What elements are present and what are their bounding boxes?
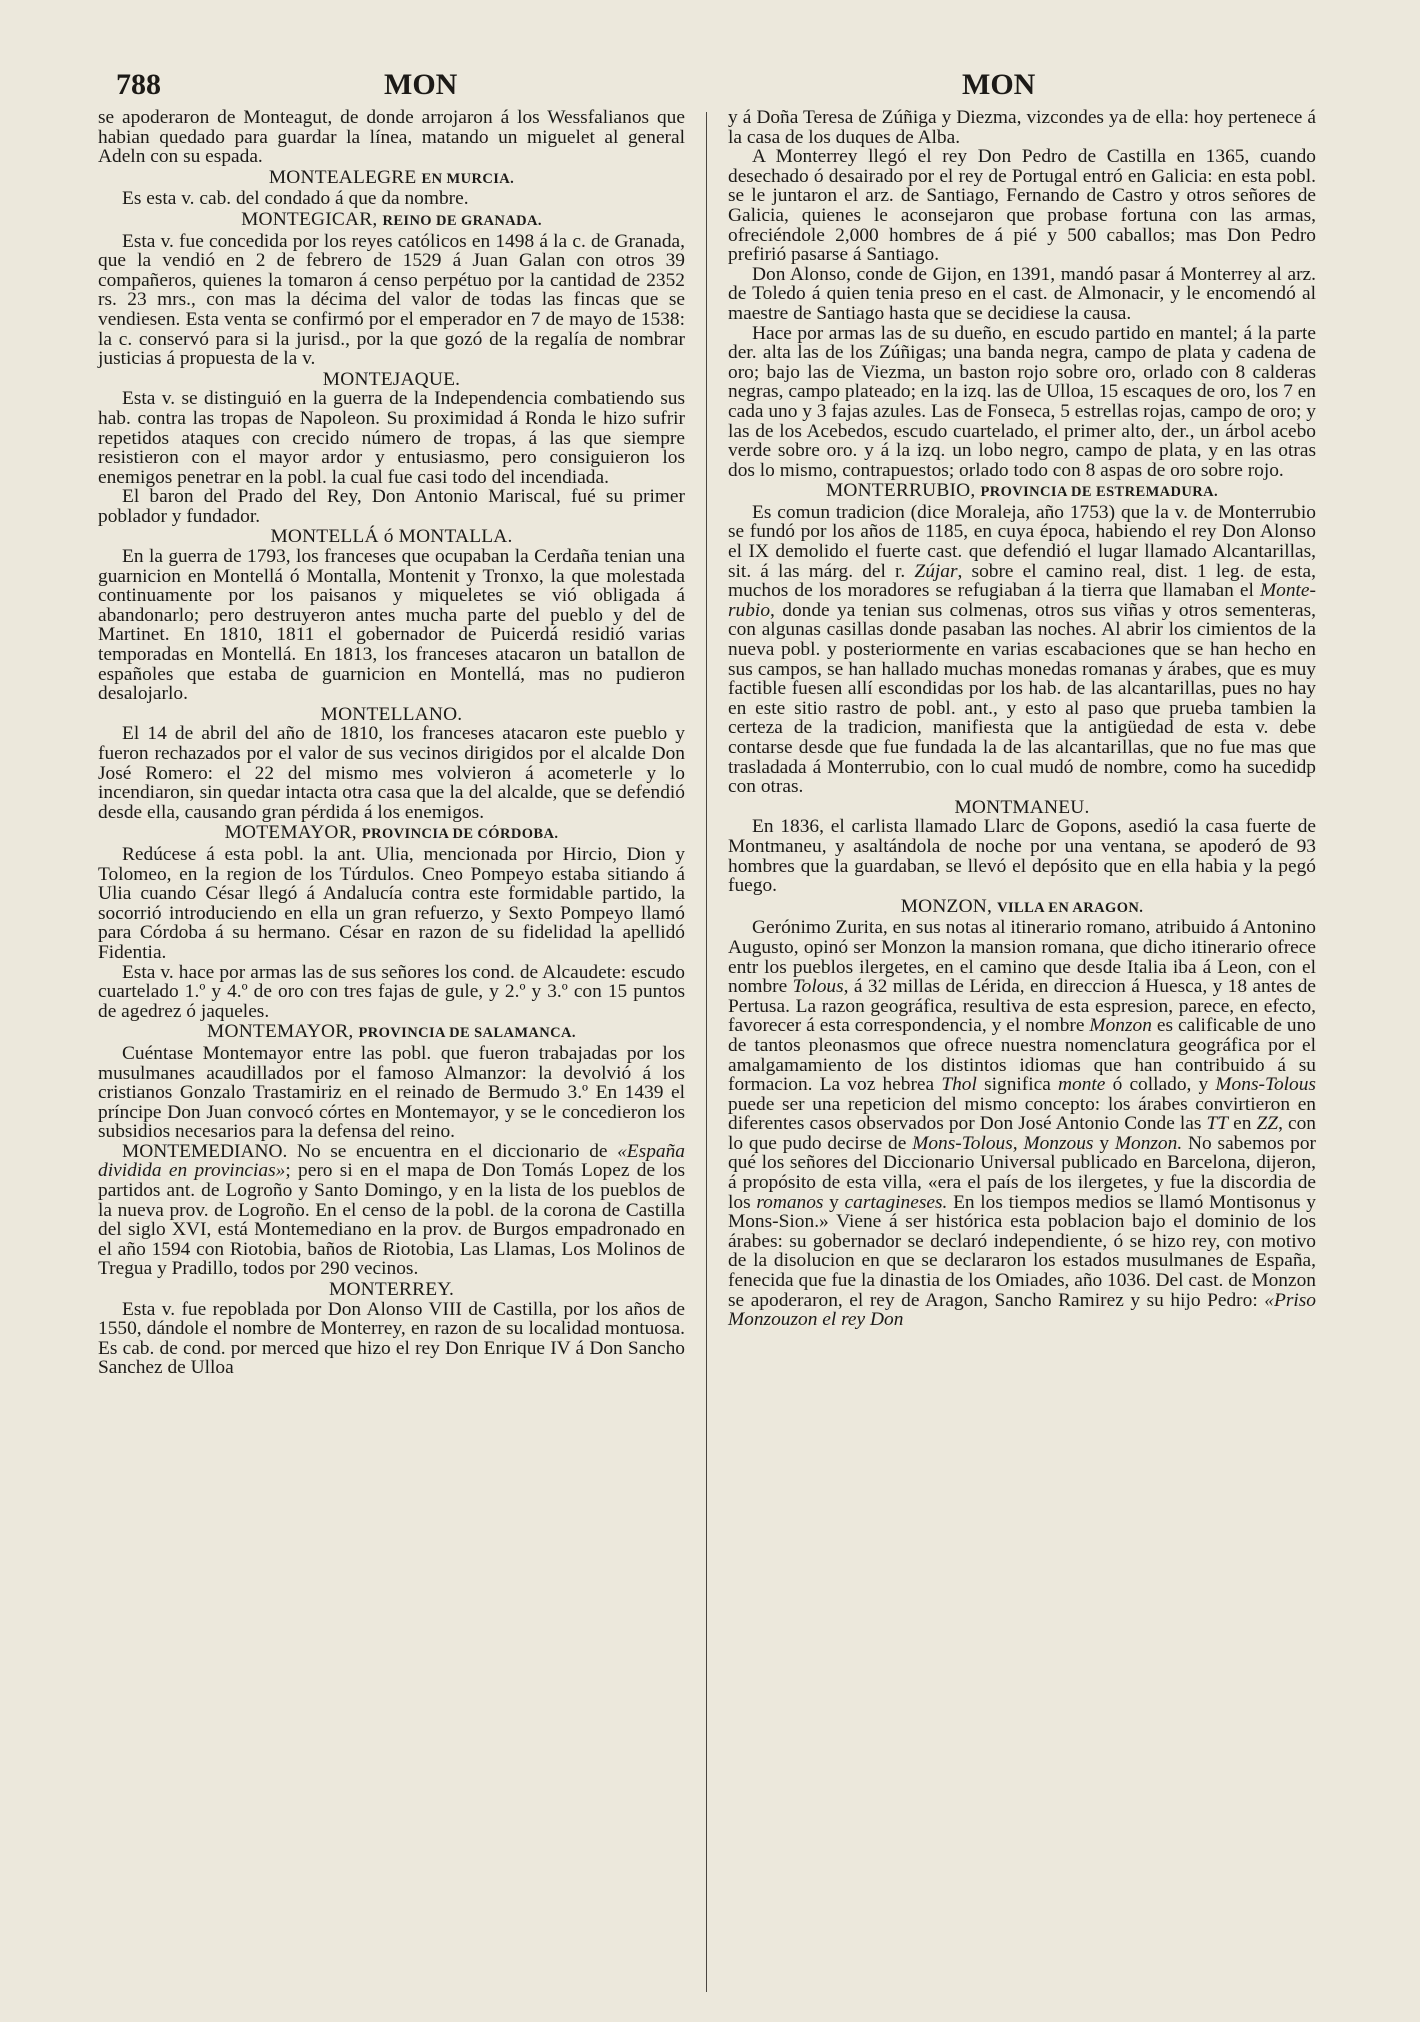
italic-term: cartagineses. <box>844 1191 948 1213</box>
entry-heading-name: MONTEGICAR, <box>241 208 378 230</box>
text-run: Es comun tradicion (dice Moraleja, año 1753) que la v. de Monterrubio se fundó por los años de 1185, en cuya época, habiendo el rey Don Alonso el IX demolido el fuerte cast. que defendió el lugar llamado Alcantarillas, sit. á las márg. del r. <box>728 501 1316 582</box>
italic-term: romanos <box>756 1191 824 1213</box>
text-run: y <box>1099 1132 1110 1154</box>
entry-heading <box>728 798 1316 818</box>
entry-heading-sub: EN MURCIA. <box>421 170 515 187</box>
text-run: y <box>829 1191 839 1213</box>
entry-heading-name: MONTMANEU. <box>954 796 1090 818</box>
text-run: ; pero si en el mapa de Don Tomás Lopez de los partidos ant. de Logroño y Santo Domingo, y en la lista de los pueblos de la nueva prov. de Logroño. En el censo de la pobl. de la corona de Castilla del siglo XVI, está Montemediano en la prov. de Burgos empadronado en el año 1594 con Riotobia, baños de Riotobia, Las Llamas, Los Molinos de Tregua y Pradillo, todos por 290 vecinos. <box>98 1160 686 1280</box>
paragraph: En la guerra de 1793, los franceses que ocupaban la Cerdaña tenian una guarnicion en Montellá ó Montalla, Montenit y Tronxo, la que molestada continuamente por los paisanos y miqueletes se vió obligada á abandonarlo; pero destruyeron antes mucha parte del pueblo y del de Martinet. En 1810, 1811 el gobernador de Puicerdá residió varias temporadas en Montellá. En 1813, los franceses atacaron un batallon de españoles que estaba de guarnicion en Montellá, mas no pudieron desalojarlo. <box>98 546 685 705</box>
italic-term: Zújar <box>914 560 958 582</box>
italic-term: TT <box>1206 1113 1229 1135</box>
italic-term: monte <box>1058 1074 1106 1096</box>
paragraph: A Monterrey llegó el rey Don Pedro de Castilla en 1365, cuando desechado ó desairado por el rey de Portugal entró en Galicia: en esta pobl. se le juntaron el arz. de Santiago, Fernando de Castro y otros señores de Galicia, quienes le aconsejaron que probase fortuna con las armas, ofreciéndole 2,000 hombres de á pié y 500 caballos; mas Don Pedro prefirió pasarse á Santiago. <box>728 146 1316 266</box>
text-run: es calificable de uno de tantos pleonasmos que ofrece nuestra nomenclatura geográfica por el amalgamamiento de los distintos idiomas que han contribuido á su formacion. La voz hebrea <box>728 1015 1316 1096</box>
text-run: , sobre el camino real, dist. 1 leg. de esta, muchos de los moradores se refugiaban á la tierra que llamaban el <box>728 560 1316 602</box>
text-run: ó collado, y <box>1112 1074 1209 1096</box>
italic-term: Monzon. <box>1114 1132 1183 1154</box>
entry-heading <box>98 370 685 390</box>
italic-term: Tolous <box>792 976 844 998</box>
paragraph <box>728 503 1316 797</box>
entry-heading-sub: PROVINCIA DE CÓRDOBA. <box>361 826 559 843</box>
paragraph: Don Alonso, conde de Gijon, en 1391, mandó pasar á Monterrey al arz. de Toledo á quien tenia preso en el cast. de Almonacir, y le encomendó al maestre de Santiago hasta que se decidiese la causa. <box>728 263 1316 324</box>
text-run: , con lo que pudo decirse de <box>728 1113 1316 1154</box>
text-run: significa <box>984 1074 1051 1096</box>
text-run: , á 32 millas de Lérida, en direccion á Huesca, y 18 antes de Pertusa. La razon geográfica, resultiva de esta espresion, parece, en efecto, favorecer á esta correspondencia, y el nombre <box>728 976 1316 1037</box>
italic-term: Thol <box>941 1074 977 1096</box>
entry-heading-name: MONTERRUBIO, <box>825 480 976 502</box>
paragraph: El 14 de abril del año de 1810, los franceses atacaron este pueblo y fueron rechazados por el valor de sus vecinos dirigidos por el alcalde Don José Romero: el 22 del mismo mes volvieron á acometerle y lo incendiaron, sin quedar intacta otra casa que la del alcalde, que se defendió desde ella, causando gran pérdida á los enemigos. <box>98 723 685 823</box>
entry-heading-name: MONTEJAQUE. <box>322 368 461 390</box>
italic-term: Monzon <box>1089 1015 1152 1037</box>
page-number: 788 <box>116 68 161 101</box>
entry-heading-name: MONTERREY. <box>329 1279 454 1301</box>
inline-entry-name: MONTEMEDIANO. <box>122 1140 288 1162</box>
text-run: en <box>1233 1113 1252 1135</box>
running-head-left: MON <box>384 68 458 101</box>
paragraph: y á Doña Teresa de Zúñiga y Diezma, vizcondes ya de ella: hoy pertenece á la casa de los duques de Alba. <box>728 107 1316 148</box>
text-run: En los tiempos medios se llamó Montisonus y Mons-Sion.» Viene á ser histórica esta poblacion bajo el dominio de los árabes: su gobernador se declaró independiente, ó se hizo rey, con motivo de la disolucion en que se declararon los estados musulmanes de España, fenecida que fue la dinastia de los Omiades, año 1036. Del cast. de Monzon se apoderaron, el rey de Aragon, Sancho Ramirez y su hijo Pedro: <box>728 1191 1316 1311</box>
italic-title: «España dividida en provincias» <box>98 1140 685 1182</box>
text-run: No se encuentra en el diccionario de <box>296 1140 608 1162</box>
entry-heading-sub: VILLA EN ARAGON. <box>997 899 1144 916</box>
entry-heading-sub: PROVINCIA DE ESTREMADURA. <box>980 484 1219 501</box>
paragraph: Esta v. fue repoblada por Don Alonso VIII de Castilla, por los años de 1550, dándole el nombre de Monterrey, en razon de su localidad montuosa. Es cab. de cond. por merced que hizo el rey Don Enrique IV á Don Sancho Sanchez de Ulloa <box>98 1298 685 1379</box>
paragraph <box>728 918 1316 1329</box>
paragraph: Esta v. hace por armas las de sus señores los cond. de Alcaudete: escudo cuartelado 1.º y 4.º de oro con tres fajas de gule, y 2.º y 3.º con 15 puntos de agedrez ó jaqueles. <box>98 961 685 1022</box>
entry-heading-name: MONTEALEGRE <box>268 166 417 188</box>
entry-heading <box>728 897 1316 919</box>
paragraph: Hace por armas las de su dueño, en escudo partido en mantel; á la parte der. alta las de los Zúñigas; una banda negra, campo de plata y cadena de oro; bajo las de Viezma, un baston rojo sobre oro, orlado con 8 calderas negras, campo plateado; en la izq. las de Ulloa, 15 escaques de oro, los 7 en cada uno y 3 fajas azules. Las de Fonseca, 5 estrellas rojas, campo de oro; y las de los Acebedos, escudo cuartelado, el primer alto, der., un árbol acebo verde sobre oro. y á la izq. un lobo negro, campo de plata, y en las otras dos lo mismo, contrapuestos; orlado todo con 8 aspas de oro sobre rojo. <box>728 322 1316 481</box>
italic-term: Mons-Tolous <box>1215 1074 1316 1096</box>
paragraph: Esta v. fue concedida por los reyes católicos en 1498 á la c. de Granada, que la vendió en 2 de febrero de 1529 á Juan Galan con otros 39 compañeros, quienes la tomaron á censo perpétuo por la cantidad de 2352 rs. 23 mrs., con mas la décima del valor de todas las fincas que se vendiesen. Esta venta se confirmó por el emperador en 7 de mayo de 1538: la c. conservó para si la jurisd., por la que gozó de la regalía de nombrar justicias á propuesta de la v. <box>98 230 685 370</box>
paragraph: En 1836, el carlista llamado Llarc de Gopons, asedió la casa fuerte de Montmaneu, y asaltándola de noche por una ventana, se apoderó de 93 hombres que la guardaban, se llevó el depósito que en ella habia y la pegó fuego. <box>728 816 1316 897</box>
text-run: , donde ya tenian sus colmenas, otros sus viñas y otros sementeras, con algunas casillas donde pasaban las noches. Al abrir los cimientos de la nueva pobl. y posteriormente en varias escabaciones que se han hecho en sus campos, se han hallado muchas monedas romanas y árabes, que es muy factible fuesen allí escondidas por los hab. de las alcantarillas, pues no hay en este sitio rastro de pobl. ant., y esto al paso que prueba tambien la certeza de la tradicion, manifiesta que la antigüedad de esta v. debe contarse desde que fue fundada la de las alcantarillas, que no fue mas que trasladada á Monterrubio, con lo cual mudó de nombre, como ha sucedidp con otras. <box>728 599 1316 798</box>
paragraph: Cuéntase Montemayor entre las pobl. que fueron trabajadas por los musulmanes acaudillados por el famoso Almanzor: la devolvió á los cristianos Gonzalo Trastamiriz en el reinado de Bermudo 3.º En 1439 el príncipe Don Juan convocó córtes en Montemayor, y se le concedieron los subsidios necesarios para la defensa del reino. <box>98 1042 685 1143</box>
paragraph: Esta v. se distinguió en la guerra de la Independencia combatiendo sus hab. contra las tropas de Napoleon. Su proximidad á Ronda le hizo sufrir repetidos ataques con crecido número de tropas, á las que siempre resistieron con el mayor ardor y entusiasmo, pero consiguieron los enemigos penetrar en la pobl. la cual fue casi todo del incendiada. <box>98 388 685 488</box>
page-header <box>0 68 1420 112</box>
entry-heading <box>98 823 685 845</box>
italic-term: Monte-rubio <box>728 580 1316 621</box>
entry-heading-name: MOTEMAYOR, <box>224 822 357 844</box>
entry-heading-sub: REINO DE GRANADA. <box>382 212 542 229</box>
entry-heading-name: MONTELLÁ ó MONTALLA. <box>270 526 513 548</box>
column-divider <box>706 112 707 1992</box>
paragraph: Es esta v. cab. del condado á que da nombre. <box>122 188 469 210</box>
italic-term: ZZ <box>1256 1113 1279 1135</box>
entry-heading <box>98 210 685 232</box>
paragraph <box>98 1142 685 1279</box>
text-run: No sabemos por qué los señores del Diccionario Universal publicado en Barcelona, dijeron, á propósito de esta villa, «era el país de los ilergetes, y fue la discordia de los <box>728 1132 1316 1213</box>
entry-heading <box>98 168 685 190</box>
entry-heading-name: MONTEMAYOR, <box>207 1021 354 1043</box>
entry-heading-name: MONZON, <box>900 895 993 917</box>
italic-quote: «Priso Monzouzon el rey Don <box>728 1289 1316 1331</box>
right-column <box>728 108 1316 1330</box>
entry-heading-sub: PROVINCIA DE SALAMANCA. <box>358 1025 576 1042</box>
entry-heading-name: MONTELLANO. <box>320 703 463 725</box>
paragraph: se apoderaron de Monteagut, de donde arrojaron á los Wessfalianos que habian quedado para guardar la línea, matando un miguelet al general Adeln con su espada. <box>98 107 685 168</box>
italic-term: Mons-Tolous, Monzous <box>912 1132 1094 1154</box>
left-column <box>98 108 685 1378</box>
entry-heading <box>98 1022 685 1044</box>
text-run: puede ser una repeticion del mismo concepto: los árabes convirtieron en diferentes casos observados por Don José Antonio Conde las <box>728 1093 1316 1135</box>
running-head-right: MON <box>962 68 1036 101</box>
entry-heading <box>98 705 685 725</box>
paragraph: Redúcese á esta pobl. la ant. Ulia, mencionada por Hircio, Dion y Tolomeo, en la region de los Túrdulos. Cneo Pompeyo estaba sitiando á Ulia cuando César llegó á Andalucía contra este formidable partido, la socorrió introduciendo en ella un gran refuerzo, y Sexto Pompeyo llamó para Córdoba á su hermano. César en razon de su fidelidad la apellidó Fidentia. <box>98 843 685 963</box>
text-run: Gerónimo Zurita, en sus notas al itinerario romano, atribuido á Antonino Augusto, opinó ser Monzon la mansion romana, que dicho itinerario ofrece entr los pueblos ilergetes, en el camino que desde Italia iba á Leon, con el nombre <box>728 917 1316 998</box>
entry-heading <box>98 1280 685 1300</box>
paragraph: El baron del Prado del Rey, Don Antonio Mariscal, fué su primer poblador y fundador. <box>98 486 685 527</box>
entry-heading <box>98 527 685 547</box>
entry-heading <box>728 481 1316 503</box>
